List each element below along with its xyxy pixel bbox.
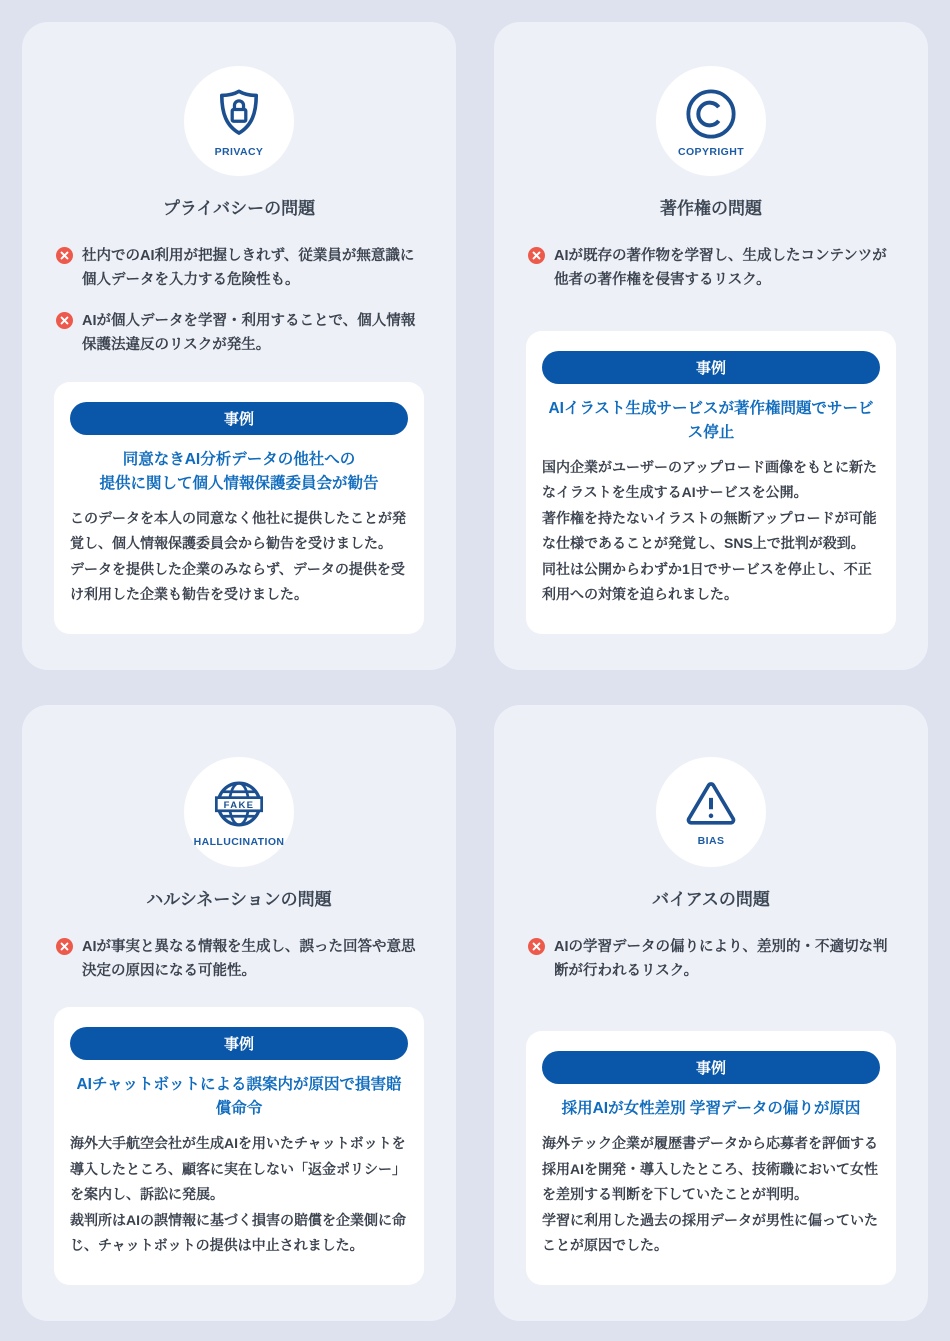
cross-icon: [56, 312, 73, 329]
case-body: [542, 455, 880, 608]
case-body-line: 裁判所はAIの誤情報に基づく損害の賠償を企業側に命じ、チャットボットの提供は中止されました。: [70, 1211, 406, 1254]
risk-text: AIの学習データの偏りにより、差別的・不適切な判断が行われるリスク。: [554, 938, 888, 979]
case-body-line: 同社は公開からわずか1日でサービスを停止し、不正利用への対策を迫られました。: [542, 560, 872, 603]
risk-text: AIが既存の著作物を学習し、生成したコンテンツが他者の著作権を侵害するリスク。: [554, 248, 887, 288]
card-title: プライバシーの問題: [162, 199, 316, 218]
svg-text:FAKE: FAKE: [223, 800, 255, 812]
risk-text: 社内でのAI利用が把握しきれず、従業員が無意識に個人データを入力する危険性も。: [82, 248, 415, 288]
icon-label: BIAS: [697, 835, 725, 848]
case-body-line: データを提供した企業のみならず、データの提供を受け利用した企業も勧告を受けました。: [70, 560, 405, 603]
case-headline-line: 採用AIが女性差別 学習データの偏りが原因: [561, 1100, 861, 1118]
card-title: 著作権の問題: [660, 199, 762, 218]
card-grid: [22, 22, 928, 1321]
case-body: [542, 1131, 880, 1258]
bias-icon-circle: [656, 757, 766, 867]
case-body-line: 著作権を持たないイラストの無断アップロードが可能な仕様であることが発覚し、SNS上で批判が殺到。: [542, 509, 877, 552]
case-box: [526, 331, 896, 634]
card-hallucination: [22, 705, 456, 1321]
risk-text: AIが事実と異なる情報を生成し、誤った回答や意思決定の原因になる可能性。: [82, 938, 416, 979]
case-box: [526, 1031, 896, 1284]
risk-list: [528, 936, 894, 984]
cross-icon: [528, 247, 545, 264]
risk-list: [528, 245, 894, 293]
shield-lock-icon: [210, 85, 268, 143]
case-headline-line: AIイラスト生成サービスが著作権問題でサービス停止: [548, 399, 874, 441]
copyright-icon-circle: [656, 66, 766, 176]
case-headline: [70, 1073, 408, 1121]
risk-item: [528, 245, 894, 293]
card-privacy: [22, 22, 456, 670]
case-body-line: 学習に利用した過去の採用データが男性に偏っていたことが原因でした。: [542, 1211, 878, 1254]
risk-text: AIが個人データを学習・利用することで、個人情報保護法違反のリスクが発生。: [82, 312, 416, 353]
case-body-line: 海外テック企業が履歴書データから応募者を評価する採用AIを開発・導入したところ、技術職において女性を差別する判断を下していたことが判明。: [542, 1135, 878, 1203]
fake-globe-icon: [209, 775, 269, 833]
case-body: [70, 506, 408, 608]
privacy-icon-circle: [184, 66, 294, 176]
risk-item: [528, 936, 894, 984]
risk-list: [56, 245, 422, 358]
icon-label: HALLUCINATION: [193, 836, 285, 849]
case-body-line: 国内企業がユーザーのアップロード画像をもとに新たなイラストを生成するAIサービスを公開。: [542, 458, 878, 501]
risk-item: [56, 936, 422, 984]
cross-icon: [56, 938, 73, 955]
icon-label: PRIVACY: [214, 145, 264, 158]
case-box: [54, 382, 424, 634]
case-headline-line: AIチャットボットによる誤案内が原因で損害賠償命令: [76, 1076, 402, 1118]
case-badge: 事例: [542, 351, 880, 384]
risk-list: [56, 936, 422, 984]
case-headline: [542, 1097, 880, 1121]
risk-item: [56, 245, 422, 293]
case-headline-line: 提供に関して個人情報保護委員会が勧告: [99, 474, 379, 492]
case-body: [70, 1131, 408, 1258]
case-headline: [542, 397, 880, 445]
case-badge: 事例: [542, 1051, 880, 1084]
risk-item: [56, 310, 422, 358]
case-badge: 事例: [70, 1027, 408, 1060]
cross-icon: [528, 938, 545, 955]
card-copyright: [494, 22, 928, 670]
case-headline-line: 同意なきAI分析データの他社への: [122, 450, 356, 468]
case-badge: 事例: [70, 402, 408, 435]
cross-icon: [56, 247, 73, 264]
case-body-line: 海外大手航空会社が生成AIを用いたチャットボットを導入したところ、顧客に実在しない「返金ポリシー」を案内し、訴訟に発展。: [70, 1135, 406, 1203]
card-bias: [494, 705, 928, 1321]
card-title: ハルシネーションの問題: [146, 889, 332, 909]
card-title: バイアスの問題: [652, 889, 770, 909]
case-body-line: このデータを本人の同意なく他社に提供したことが発覚し、個人情報保護委員会から勧告を受けました。: [70, 509, 406, 552]
copyright-icon: [682, 85, 740, 143]
hallucination-icon-circle: [184, 757, 294, 867]
icon-label: COPYRIGHT: [677, 145, 745, 158]
case-headline: [70, 448, 408, 496]
warning-triangle-icon: [682, 776, 740, 832]
case-box: [54, 1007, 424, 1284]
